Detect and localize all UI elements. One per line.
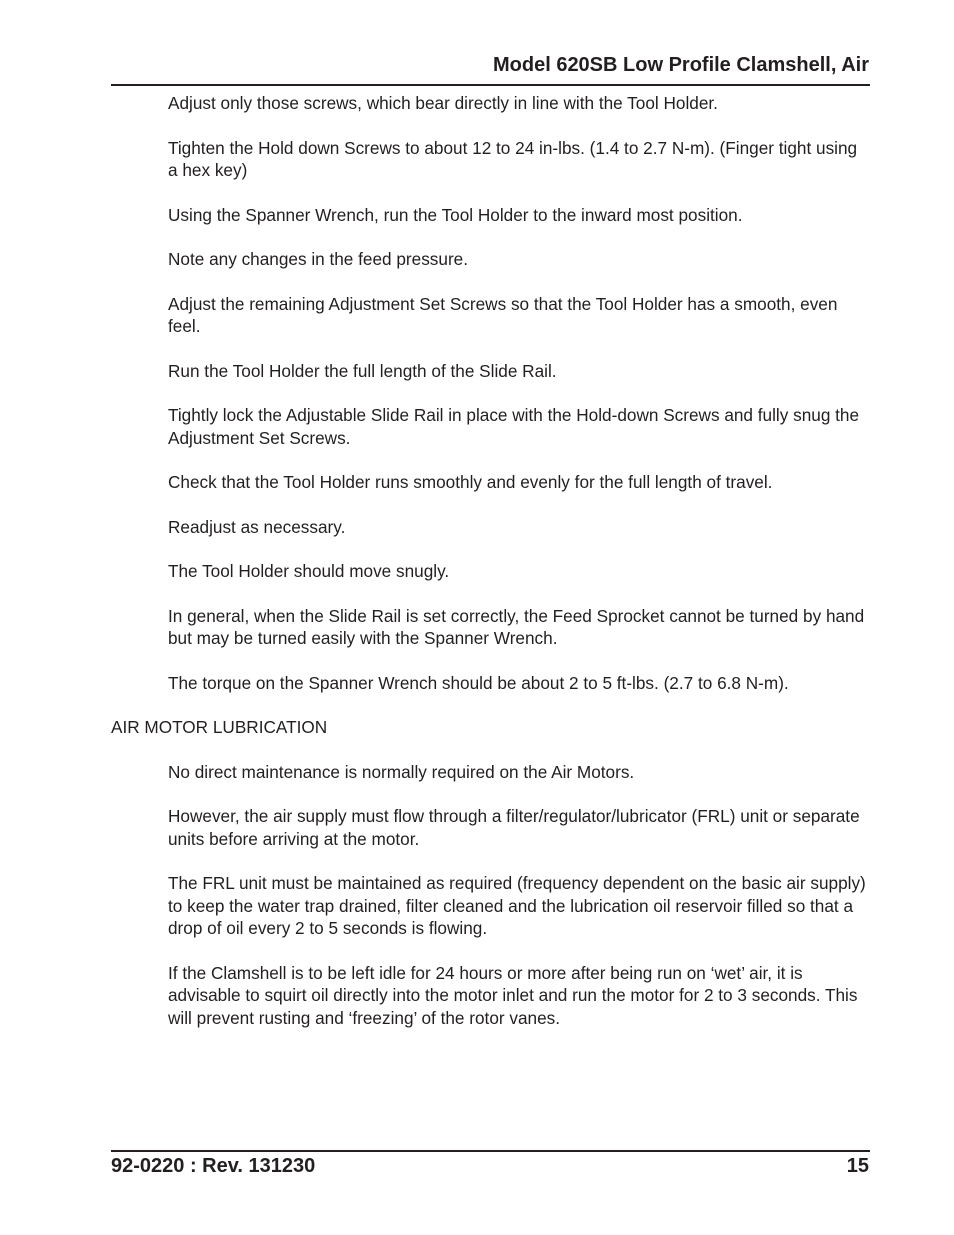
instruction-paragraph: Adjust the remaining Adjustment Set Screws so that the Tool Holder has a smooth, even feel. <box>168 293 838 336</box>
instruction-paragraph: Readjust as necessary. <box>168 516 346 537</box>
instruction-paragraph: Check that the Tool Holder runs smoothly and evenly for the full length of travel. <box>168 472 773 492</box>
instruction-paragraph: Note any changes in the feed pressure. <box>168 249 469 269</box>
footer-page-number: 15 <box>846 1155 869 1177</box>
page-body <box>111 92 870 1051</box>
lubrication-paragraph: However, the air supply must flow through a filter/regulator/lubricator (FRL) unit or separate units before arriving at the motor. <box>168 806 860 849</box>
instruction-paragraph: The torque on the Spanner Wrench should be about 2 to 5 ft-lbs. (2.7 to 6.8 N-m). <box>168 672 789 693</box>
instruction-paragraph: Adjust only those screws, which bear directly in line with the Tool Holder. <box>168 93 718 113</box>
instruction-paragraph: Tighten the Hold down Screws to about 12 to 24 in-lbs. (1.4 to 2.7 N-m). (Finger tight using a hex key) <box>168 137 858 180</box>
lubrication-paragraph: No direct maintenance is normally required on the Air Motors. <box>168 761 635 782</box>
lubrication-paragraph: If the Clamshell is to be left idle for 24 hours or more after being run on ‘wet’ air, it is advisable to squirt oil directly into the motor inlet and run the motor for 2 to 3 seconds. This will prevent rusting and ‘freezing’ of the rotor vanes. <box>168 962 858 1028</box>
instruction-paragraph: Run the Tool Holder the full length of the Slide Rail. <box>168 360 557 381</box>
lubrication-paragraph: The FRL unit must be maintained as required (frequency dependent on the basic air supply) to keep the water trap drained, filter cleaned and the lubrication oil reservoir filled so that a drop of oil every 2 to 5 seconds is flowing. <box>168 873 866 938</box>
instruction-paragraph: Using the Spanner Wrench, run the Tool Holder to the inward most position. <box>168 204 743 225</box>
section-heading-air-motor-lubrication: AIR MOTOR LUBRICATION <box>111 717 328 737</box>
header-divider <box>111 84 870 86</box>
footer-divider <box>111 1150 870 1152</box>
page-header-title: Model 620SB Low Profile Clamshell, Air <box>492 54 869 76</box>
instruction-paragraph: In general, when the Slide Rail is set correctly, the Feed Sprocket cannot be turned by hand but may be turned easily with the Spanner Wrench. <box>168 605 865 648</box>
instruction-paragraph: Tightly lock the Adjustable Slide Rail in place with the Hold-down Screws and fully snug the Adjustment Set Screws. <box>168 405 860 448</box>
footer-document-number: 92-0220 : Rev. 131230 <box>111 1155 316 1177</box>
instruction-paragraph: The Tool Holder should move snugly. <box>168 561 450 581</box>
